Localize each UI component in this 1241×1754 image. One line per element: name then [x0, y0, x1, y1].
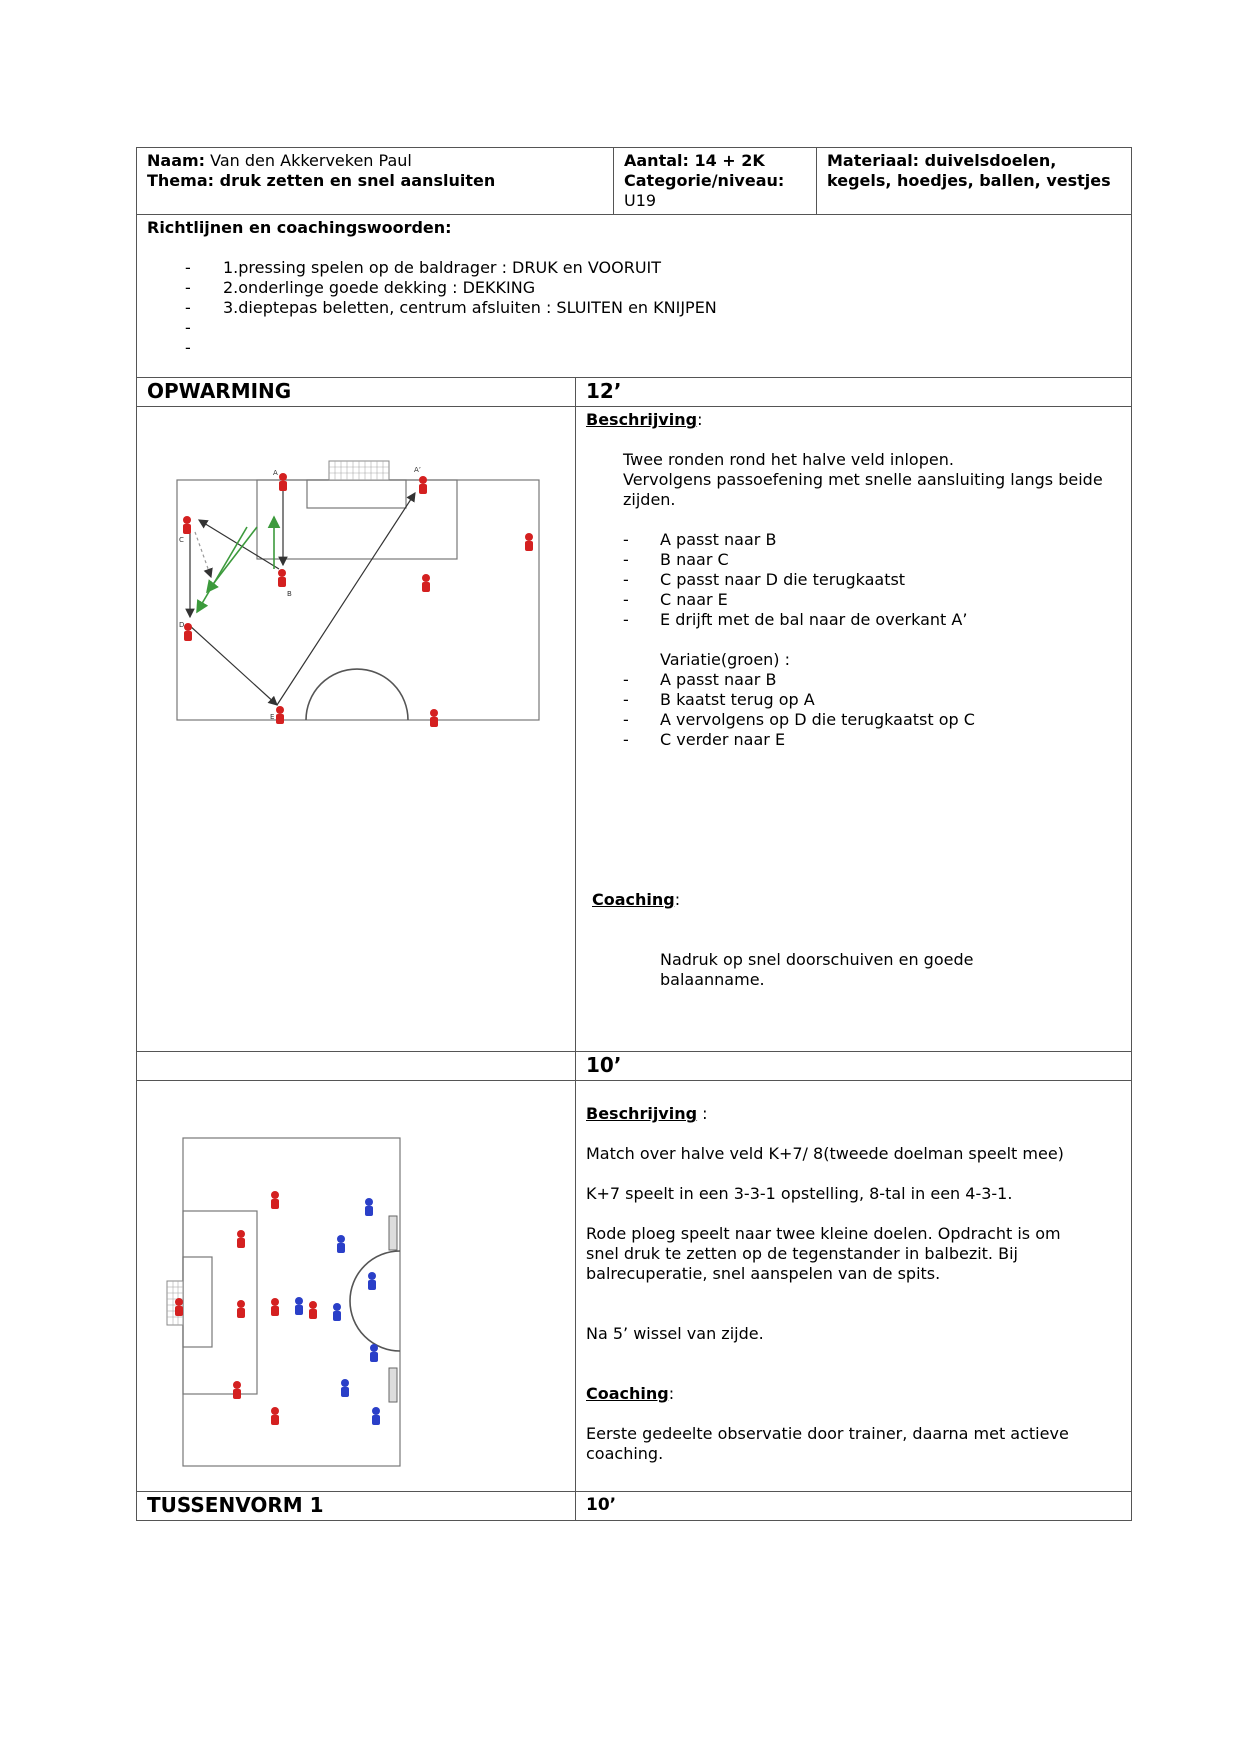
- warmup-drill-diagram: [137, 407, 575, 1051]
- variatie-item: - C verder naar E: [623, 730, 1121, 750]
- goal-area: [183, 1257, 212, 1347]
- guideline-item: - 1.pressing spelen op de baldrager : DRUK en VOORUIT: [185, 258, 1121, 278]
- guidelines-title: Richtlijnen en coachingswoorden:: [147, 218, 452, 237]
- player-marker: [525, 533, 533, 551]
- small-goal: [389, 1216, 397, 1250]
- guidelines-list: [185, 258, 1121, 358]
- section2-p3: Rode ploeg speelt naar twee kleine doelen. Opdracht is om snel druk te zetten op de tegenstander in balbezit. Bij balrecuperatie, snel aanspelen van de spits.: [586, 1224, 1061, 1283]
- player-marker: [368, 1272, 376, 1290]
- section1-description: [586, 450, 1121, 750]
- section3-duration: 10’: [576, 1492, 1132, 1521]
- header-row: [137, 148, 1132, 215]
- training-sheet: [136, 147, 1131, 1521]
- section2-text-cell: Beschrijving : Match over halve veld K+7/ 8(tweede doelman speelt mee) K+7 speelt in een 3-3-1 opstelling, 8-tal in een 4-3-1. Rode ploeg speelt naar twee kleine doelen. Opdracht is om snel druk te zetten op de tegenstander in balbezit. Bij balrecuperatie, snel aanspelen van de spits. Na 5’ wissel van zijde. Coaching: Eerste gedeelte observatie door trainer, daarna met actieve coaching.: [576, 1081, 1132, 1492]
- variation-arrows: [197, 517, 274, 612]
- section2-title: [137, 1052, 576, 1081]
- player-marker: [337, 1235, 345, 1253]
- step-item: - B naar C: [623, 550, 1121, 570]
- variatie-item: - B kaatst terug op A: [623, 690, 1121, 710]
- player-marker: [237, 1230, 245, 1248]
- penalty-box: [183, 1211, 257, 1394]
- thema-label: Thema:: [147, 171, 215, 190]
- section2-duration: 10’: [576, 1052, 1132, 1081]
- label-d: D: [179, 621, 185, 629]
- variatie-list: [623, 670, 1121, 750]
- player-marker: [309, 1301, 317, 1319]
- section1-title: OPWARMING: [137, 378, 576, 407]
- categorie-label: Categorie/niveau:: [624, 171, 785, 190]
- pass-arrows: [189, 490, 415, 705]
- section2-p1: Match over halve veld K+7/ 8(tweede doelman speelt mee): [586, 1144, 1064, 1163]
- coaching-label: Coaching: [586, 1384, 669, 1403]
- section1-diagram-cell: [137, 407, 576, 1052]
- intro-line: Vervolgens passoefening met snelle aansluiting langs beide zijden.: [623, 470, 1103, 509]
- player-marker: [184, 623, 192, 641]
- guideline-item: - 2.onderlinge goede dekking : DEKKING: [185, 278, 1121, 298]
- player-marker: [276, 706, 284, 724]
- name-theme-cell: [137, 148, 614, 215]
- guidelines-row: [137, 215, 1132, 378]
- player-marker: [295, 1297, 303, 1315]
- label-e: E: [270, 713, 275, 721]
- player-marker: [372, 1407, 380, 1425]
- intro-line: Twee ronden rond het halve veld inlopen.: [623, 450, 954, 469]
- player-marker: [183, 516, 191, 534]
- section3-header-row: [137, 1492, 1132, 1521]
- red-players: [183, 473, 533, 727]
- match-diagram: [137, 1081, 575, 1491]
- beschrijving-label: Beschrijving: [586, 1104, 698, 1123]
- section2-body-row: [137, 1081, 1132, 1492]
- beschrijving-label: Beschrijving: [586, 410, 698, 429]
- variatie-label: Variatie(groen) :: [660, 650, 791, 669]
- player-marker: [271, 1407, 279, 1425]
- player-marker: [233, 1381, 241, 1399]
- guideline-item: [185, 338, 1121, 358]
- section3-title: TUSSENVORM 1: [137, 1492, 576, 1521]
- player-marker: [271, 1191, 279, 1209]
- training-table: [136, 147, 1132, 1521]
- categorie-value: U19: [624, 191, 657, 210]
- player-marker: [271, 1298, 279, 1316]
- player-marker: [237, 1300, 245, 1318]
- coaching-text: Nadruk op snel doorschuiven en goede balaanname.: [660, 950, 974, 989]
- aantal: Aantal: 14 + 2K: [624, 151, 765, 170]
- coaching-label: Coaching: [592, 890, 675, 909]
- label-b: B: [287, 590, 292, 598]
- player-marker: [279, 473, 287, 491]
- section2-coaching-text: Eerste gedeelte observatie door trainer, daarna met actieve coaching.: [586, 1424, 1069, 1463]
- label-a-prime: A’: [414, 466, 422, 474]
- player-marker: [278, 569, 286, 587]
- player-marker: [365, 1198, 373, 1216]
- section1-text-cell: Beschrijving: Twee ronden rond het halve veld inlopen. Vervolgens passoefening met snelle aansluiting langs beide zijden. - A passt naar B - B naar C - C passt naar D die terugkaatst - C naar E - E drijft met de bal naar de overkant A’ Variatie(groen) : - A passt naar B - B kaatst terug op A - A vervolgens op D die terugkaatst op C - C verder naar E Coaching: Nadruk op snel doorschuiven en goede balaanname.: [576, 407, 1132, 1052]
- player-marker: [333, 1303, 341, 1321]
- player-marker: [422, 574, 430, 592]
- section2-p2: K+7 speelt in een 3-3-1 opstelling, 8-tal in een 4-3-1.: [586, 1184, 1013, 1203]
- naam-value: Van den Akkerveken Paul: [210, 151, 412, 170]
- label-a: A: [273, 469, 278, 477]
- player-marker: [175, 1298, 183, 1316]
- step-item: - C naar E: [623, 590, 1121, 610]
- step-item: - A passt naar B: [623, 530, 1121, 550]
- thema-value: druk zetten en snel aansluiten: [219, 171, 496, 190]
- step-item: - C passt naar D die terugkaatst: [623, 570, 1121, 590]
- variatie-item: - A vervolgens op D die terugkaatst op C: [623, 710, 1121, 730]
- player-marker: [419, 476, 427, 494]
- guidelines-cell: [137, 215, 1132, 378]
- materiaal-cell: [817, 148, 1132, 215]
- small-goal: [389, 1368, 397, 1402]
- guideline-item: - 3.dieptepas beletten, centrum afsluiten : SLUITEN en KNIJPEN: [185, 298, 1121, 318]
- section1-duration: 12’: [576, 378, 1132, 407]
- guideline-item: [185, 318, 1121, 338]
- player-marker: [370, 1344, 378, 1362]
- step-item: - E drijft met de bal naar de overkant A’: [623, 610, 1121, 630]
- goal-area: [307, 480, 406, 508]
- section2-p4: Na 5’ wissel van zijde.: [586, 1324, 764, 1343]
- naam-label: Naam:: [147, 151, 206, 170]
- center-circle-arc: [350, 1251, 400, 1351]
- aantal-cell: [614, 148, 817, 215]
- section1-body-row: [137, 407, 1132, 1052]
- section2-header-row: [137, 1052, 1132, 1081]
- player-marker: [341, 1379, 349, 1397]
- steps-list: [623, 530, 1121, 630]
- section1-header-row: [137, 378, 1132, 407]
- pitch-outline: [177, 480, 539, 720]
- half-field-outline: [183, 1138, 400, 1466]
- player-marker: [430, 709, 438, 727]
- blue-team: [295, 1198, 380, 1425]
- materiaal: Materiaal: duivelsdoelen, kegels, hoedjes, ballen, vestjes: [827, 151, 1111, 190]
- label-c: C: [179, 536, 184, 544]
- section2-diagram-cell: [137, 1081, 576, 1492]
- variatie-item: - A passt naar B: [623, 670, 1121, 690]
- center-circle-arc: [306, 669, 408, 720]
- diagram-labels: [179, 466, 421, 721]
